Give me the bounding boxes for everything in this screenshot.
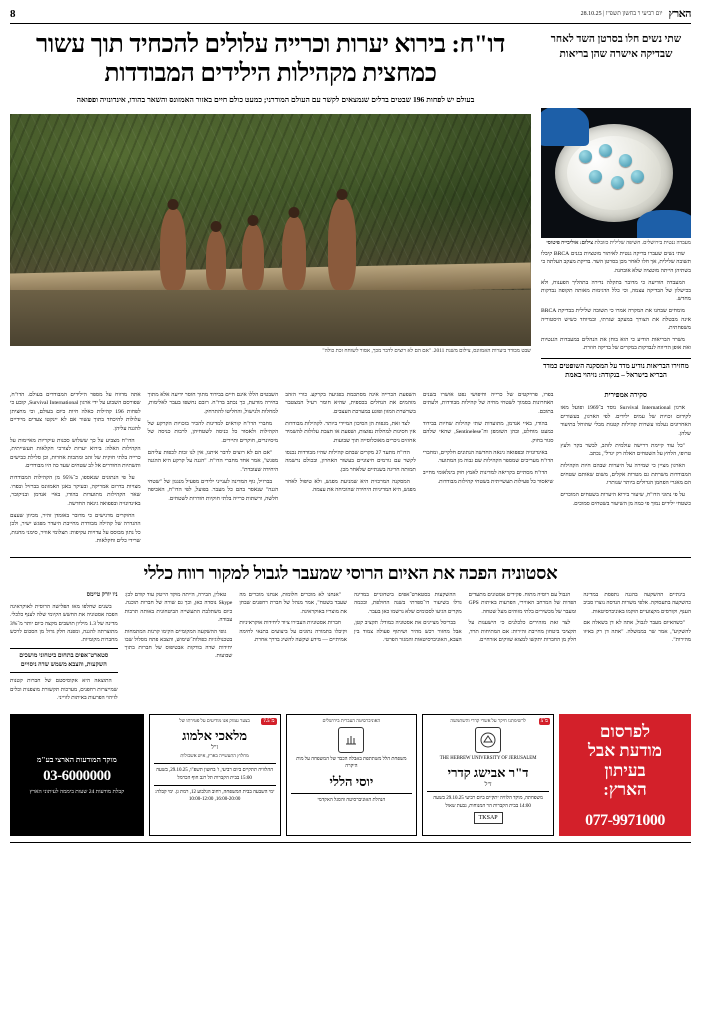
article-column: השפעת הכרייה אינה מסתכמת בפגיעה בקרקע. כורי הזהב מזהמים את הנחלים בכספית, שהיא חומר רעיל המצטבר בשרשרת המזון ופוגע במערכת העצבים. לצד זאת, מגפות הן הסיכון המיידי ביותר. לקהילות מבודדות אין חסינות למחלות נפוצות, ושפעת או חצבת עלולות להשמיד אחוזים ניכרים מאוכלוסייה תוך שבועות. הדו"ח מתעד 27 מקרים שבהם קהילות שהיו מבודדות נכנסו לקשר עם גורמים חיצוניים בעשור האחרון, ובכולם נרשמה תמותה חריגה בשנתיים שלאחר מכן. המסקנה המרכזית היא שמניעת מפגש, ולא טיפול לאחר מפגש, היא המדיניות היחידה שהוכיחה את עצמה.	[285, 391, 416, 494]
pullquote-subhead: סטארט־אפים בתחום ביטחוני מושכים השקעות, והצבא משמש שדה ניסויים	[10, 648, 118, 673]
article-column: הגבול עם רוסיה מתוח. פקידים אסטונים מתעדים הפרות של המרחב האווירי, הפרעות באיתות GPS ומעבר של מכשירים בלתי מזוהים מעל שטחה. לצד זאת מזהירים כלכלנים כי הישענות על תקציבי ביטחון מחייבת זהירות: אם המתיחות תרד, חלק מן החברות יתקשו למצוא שווקים אזרחיים.	[468, 592, 577, 643]
ad-obituary-kadari[interactable]	[422, 714, 554, 836]
ad-classifieds-hotline[interactable]	[10, 714, 144, 836]
ad-size-badge: מ־7.5	[263, 718, 275, 724]
amazon-photo-caption: שבט מבודד ביערות האמזונס, צילום משנת 2011. "אם הם לא רוצים לדבר מכך, אסור לשוחח זכת כולה"	[322, 348, 531, 354]
ad-deceased-role: ז"ל	[484, 782, 492, 789]
secondary-article-body: שתי נשים שעברו בדיקה גנטית לאיתור מוטציות בגנים BRCA קיבלו תשובה שלילית, אך חלו לאחר מכן בסרטן השד. בדיקת מעקב העלתה כי בשתיהן הייתה מוטציה שלא אובחנה. המעבדה הודיעה כי מדובר בתקלה נדירה בתהליך הפענוח, ולא בכישלון של הבדיקה עצמה, וכי כלל הדגימות מאותה תקופה נבדקות מחדש. מומחים שבחנו את המקרה אמרו כי תשובה שלילית בבדיקת BRCA אינה מבטלת את הצורך במעקב שגרתי, ובמיוחד כשיש היסטוריה משפחתית. משרד הבריאות הודיע כי הוא בוחן את הנהלים במעבדות הגנטיות ואת אופן הדיווח לנבדקות במקרים של בדיקה חוזרת. מחזירו הבריאות נודיע מדד על המסקנה השופטים כמדד הבריא בישראל – בנקודה: נזיהוי באמת	[541, 251, 691, 380]
lab-photo	[541, 108, 691, 238]
ad-hours: קבלת מודעות 24 שעות ביממה לעיתוני הארץ	[29, 788, 125, 795]
lead-article	[10, 30, 691, 549]
byline: ניו יורק טיימס	[86, 592, 118, 599]
ad-deceased-name: ד"ר אבישג קדרי	[447, 765, 529, 781]
second-article-columns	[10, 591, 691, 705]
ad-deceased-subtitle: מחלוץ התעשייה בארץ, איש אשכולות	[180, 754, 249, 759]
ads-strip	[10, 714, 691, 836]
ad-signature: הנהלת האוניברסיטה והסגל האקדמי	[317, 797, 386, 803]
article-column: ההשקעות בסטארט־אפים ביטחוניים במדינה גדלו בשיעור דו־ספרתי בשנה החולפת, ובכמה מקרים הגיעו לסכומים שלא נרשמו כאן בעבר. בבריסל מציינים את אסטוניה כמודל: תקציב קטן, אבל מחזור רכש מהיר ושיתוף פעולה צמוד בין הצבא, האוניברסיטאות והמגזר הפרטי.	[353, 592, 462, 643]
ad-sponsor-logo: TKSAP	[474, 812, 503, 824]
gloved-hand	[541, 108, 589, 146]
ad-line-2: מודעת אבל	[588, 741, 662, 761]
ad-obituary-booking[interactable]	[559, 714, 691, 836]
sample-pellet	[619, 154, 632, 167]
ad-deceased-role: ז"ל	[211, 745, 219, 751]
amazon-tribe-photo	[10, 114, 531, 346]
ad-phone-number[interactable]: 077-9971000	[585, 811, 665, 829]
sample-pellet	[589, 170, 602, 183]
menorah-icon	[338, 727, 364, 753]
article-column-with-byline: ניו יורק טיימס בשנים שחלפו מאז הפלישה הרוסית לאוקראינה הפכה אסטוניה את החשש הקיומי שלה לענף כלכלי. מדינה של 1.3 מיליון תושבים מקצה כיום יותר מ־3% מתוצרתה להגנה, ומפנה חלק גדול מן הסכום לרכש מחברות מקומיות. סטארט־אפים בתחום ביטחוני מושכים השקעות, והצבא משמש שדה ניסויים התוצאה היא אקוסיסטם של חברות קטנות שמייצרות רחפנים, מערכות תקשורת מוצפנות וכלים לזיהוי הפרעות באיתות לווייני.	[9, 592, 118, 701]
lab-photo-caption: מעבדה גנטית בירושלים. חשיפה שלילית כזובלת צילום: אוליבייה פיטוסי	[546, 240, 691, 246]
tribe-figure-child	[206, 230, 226, 290]
ad-shiva-details: ימי השבעה בבית המשפחה, רחוב הגלבוע 12, רמת גן. ימי קבלה: 16:00-20:00, 10:00-12:00	[154, 789, 275, 803]
ad-agency-name: מוקד המודעות הארצי בע"מ	[36, 754, 117, 764]
second-headline: אסטוניה הפכה את האיום הרוסי שמעבר לגבול למקור רווח כללי	[143, 563, 558, 584]
article-column: בינתיים ההשקעה בהגנה נתפסת במדינה כהשקעה בתעסוקה. אלפי משרות הנדסה נוצרו סביב הענף, וקורסים מקצועיים הוקמו באוניברסיטאות. "כשהאיום מעבר לגבול, אתה לא דן בשאלה אם להשקיע", אמר שר בממשלה. "אתה דן רק באיזו מהירות".	[583, 592, 691, 643]
article-column: "אנחנו לא מוכרים חלומות, אנחנו מוכרים מה שעבד בשטח", אמר מנהל של חברת רחפנים שבחן את מוצריו באוקראינה. חברות אסטוניות העבירו ציוד ליחידות אוקראיניות וקיבלו בתמורה נתונים על ביצועים בתנאי לחימה אמיתיים — מידע שקשה להשיג בדרך אחרת.	[239, 592, 347, 643]
article-column: טאלין, הבירה, הייתה מוקד הייטק עוד קודם לכן: Skype נוסדה כאן, וכך גם שורה של חברות תוכנה. כיום משתלבת התעשייה הביטחונית באותה תרבות עבודה. גופי ההשקעה המקומיים הקימו קרנות המתמחות בטכנולוגיות כפולות־שימוש, והצבא פתח מסלול שבו יחידות שדה בודקות אבטיפוס של חברות בתוך שבועות.	[124, 592, 233, 660]
gloved-hand	[637, 210, 691, 238]
dateline: יום רביעי ו' בחשון תשפ"ו | 28.10.25	[580, 11, 663, 17]
forest-floor	[10, 290, 531, 346]
ad-preline: בצער עמוק אנו מודיעים על פטירתו של	[179, 718, 250, 724]
ad-funeral-details: משפחתה, מוקד הלוויה יתקיים ביום רביעי 29.10.25 בשעה 14:00 בבית הקברות הר המנוחות, גבעת שאול	[433, 796, 543, 809]
ad-condolence-text: משפחת הלל משתתפת באבלה הכבד של המשפחה על מות היקרה	[296, 757, 407, 770]
article-column: השבטים הללו אינם חיים בבידוד מתוך חוסר ידיעה אלא מתוך בחירה מודעת, כך נכתב בדו"ח. רובם נחשפו בעבר לאלימות, למחלות ולנישול, והחליטו להתרחק. מחברי הדו"ח קוראים למדינות להכיר בזכויות הקרקע של הקהילות ולאסור כל כניסה לשטחיהן, לרבות כניסה של מיסיונרים, חוקרים ותיירים. "אם הם לא רוצים לדבר איתנו, אין לנו זכות לכפות עליהם מפגש", אמר אחד מחברי הדו"ח. "הגנה על קרקע היא ההגנה היחידה שעובדת". בברזיל, גוף המדינה לענייני ילידים מפעיל מנגנון של "שטחי הגנה" שנאסר בהם כל מעבר. בפועל, לפי הדו"ח, האכיפה חלשה, ורשתות כרייה בלתי חוקיות חודרות לשטחים.	[147, 391, 279, 502]
tribe-figure-adult	[160, 208, 186, 290]
ad-org: האוניברסיטה העברית בירושלים	[322, 718, 381, 724]
sample-pellet	[631, 170, 644, 183]
ad-brand: הארץ:	[603, 780, 647, 800]
tribe-figure-youth	[282, 216, 306, 290]
sample-pellet	[579, 150, 592, 163]
ad-size-badge: מ־5	[540, 718, 548, 724]
ad-obituary-almog[interactable]	[149, 714, 281, 836]
lead-standfirst: בעולם יש לפחות 196 שבטים בדלים שנמצאים לקשר עם העולם המודרני; כמעט כולם חיים באזור האמזונס והשאר בהודו, אינדונזיה ופפואה	[76, 95, 475, 104]
newspaper-logo: הארץ	[668, 8, 691, 20]
article-column: סקירה אמפירית ארגון Survival International נוסד ב־1969 ופועל מאז לקידום זכויות של עמים ילידים. לפי הארגון, בעשורים האחרונים נעלמו עשרות קהילות קטנות מבלי שהוחל בתיעוד שלהן. "כל עוד קיימת דרישה עולמית לזהב, לבשר בקר ולעץ טרופי, הלחץ על השטחים האלה רק יגדל", נכתב. הארגון מציין כי שמירה על היערות שבהם חיות הקהילות המבודדות משרתת גם מטרות אקלים, משום שאותם שטחים הם מאגרי הפחמן הגדולים ביותר שנותרו. על פי נתוני הדו"ח, שיעור בירוא היערות בשטחים המוכרים כשטחי ילידים נמוך פי כמה מן השיעור בשטחים סמוכים.	[560, 390, 691, 507]
ad-deceased-name: יוסי הללי	[329, 773, 374, 789]
university-emblem-icon	[475, 727, 501, 753]
sidebar-kicker: מחזירו הבריאות נודיע מדד על המסקנה השופטים כמדד הבריא בישראל – בנקודה: נזיהוי באמת	[541, 358, 691, 381]
tribe-figure-child	[242, 224, 264, 290]
masthead	[10, 8, 691, 24]
ad-org: THE HEBREW UNIVERSITY OF JERUSALEM	[439, 756, 537, 761]
article-column: אתה מדווח על מספר הילידים המבודדים בעולם. הדו"ח, שפורסם השבוע על ידי ארגון Survival International, קובע כי לפחות 196 קהילות כאלה חיות כיום בעולם, וכי מחציתן עלולות להיכחד בתוך עשור אם לא יינקטו צעדים מיידיים להגנה עליהן. הדו"ח מצביע על כך ששלוש סכנות עיקריות מאיימות על הקהילות האלה: בירוא יערות לצורכי חקלאות תעשייתית, כרייה בלתי חוקית של זהב ומתכות אחרות, וכן סלילת כבישים ותשתיות החודרים אל לב שטחים שעד כה היו מבודדים. על פי הנתונים שנאספו, כ־95% מן הקהילות המבודדות מצויות בדרום אמריקה, ובעיקר באגן האמזונס בברזיל ובפרו. שאר הקהילות מתועדות בהודו, באיי אנדמן ובניקובר, באינדונזיה ובפפואה גינאה החדשה. החוקרים מדגישים כי מדובר באומדן זהיר, מכיוון שעצם ההגדרה של קהילה מבודדת מחייבת היעדר מפגש ישיר, ולכן כל נתון מבוסס על עדויות עקיפות: תצלומי אוויר, סימני מחנות, שרידי כלים וחקלאות.	[10, 391, 141, 545]
second-article	[10, 563, 691, 705]
footer-divider	[10, 842, 691, 843]
tribe-figure-adult	[328, 198, 356, 290]
ad-funeral-details: ההלוויה תתקיים ביום רביעי, ז' בחשון תשפ"ו, 29.10.25, בשעה 15:00 בבית הקברות תל רגב חוף הכרמל	[156, 768, 274, 781]
lead-article-columns	[10, 391, 691, 550]
ad-preline: לרשימתנו חיקר על אשרי קדרי והשתמשה	[450, 718, 526, 724]
page-number: 8	[10, 8, 16, 20]
section-divider	[10, 557, 691, 558]
ad-obituary-hillel[interactable]	[286, 714, 418, 836]
ad-line-1: לפרסום	[599, 721, 651, 741]
ad-phone-number[interactable]: 03-6000000	[43, 767, 111, 784]
ad-line-3: בעיתון	[604, 760, 646, 780]
article-column: בפרו, פרויקטים של כרייה וחיפושי נפט אושרו בשנים האחרונות בסמוך לשטחי מחיה של קהילות מבודדות, ולעתים בתוכם. בהודו, באיי אנדמן, מתועדות שתי קהילות שחיות בבידוד כמעט מוחלט, ובהן השומפן וה־Sentinelese, שהאי שלהם סגור בחוק. באינדונזיה ובפפואה גינאה החדשה הנתונים חלקיים, ומחברי הדו"ח מעריכים שמספר הקהילות שם גבוה מן המתועד. הדו"ח מסתיים בקריאה למדינות לאמץ חוק בינלאומי מחייב שיאסור כל פעילות תעשייתית בשטחי קהילות מבודדות.	[422, 391, 554, 485]
lead-headline: דו"ח: בירוא יערות וכרייה עלולים להכחיד תוך עשור כמחצית מקהילות הילידים המבודדות	[36, 31, 505, 87]
secondary-headline: שתי נשים חלו בסרטן השד לאחר שבדיקה אישרה שהן בריאות	[550, 34, 682, 61]
ad-deceased-name: מלאכי אלמוג	[182, 728, 248, 743]
sample-pellet	[599, 144, 612, 157]
sample-pellet	[611, 176, 624, 189]
column-kicker: סקירה אמפירית	[604, 390, 647, 399]
